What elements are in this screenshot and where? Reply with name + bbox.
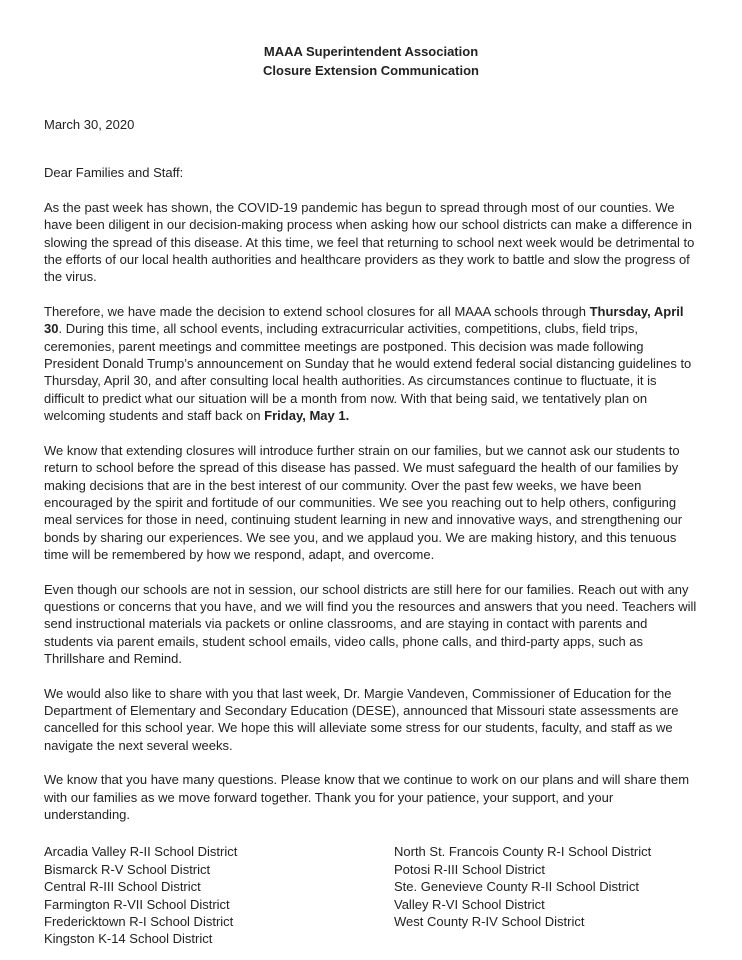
district-name: West County R-IV School District — [394, 914, 585, 930]
paragraph-2-text-b: . During this time, all school events, including extracurricular activities, competitions, clubs, field trips, ceremonies, parent meetings and committee meetings are postponed. This decision was made following President Donald Trump’s announcement on Sunday that he would extend federal social distancing guidelines to Thursday, April 30, and after consulting local health authorities. As circumstances continue to fluctuate, it is difficult to predict what our situation will be a month from now. With that being said, we tentatively plan on welcoming students and staff back on — [44, 321, 692, 424]
district-column-right — [394, 843, 698, 947]
paragraph-2 — [44, 303, 698, 425]
district-name: Valley R-VI School District — [394, 896, 545, 912]
salutation: Dear Families and Staff: — [44, 165, 184, 181]
paragraph-4: Even though our schools are not in session, our school districts are still here for our families. Reach out with any questions or concerns that you have, and we will find you the resources and answers that you need. Teachers will send instructional materials via packets or online classrooms, and are staying in contact with parents and students via parent emails, student school emails, video calls, phone calls, and third-party apps, such as Thrillshare and Remind. — [44, 581, 697, 667]
paragraph-6: We know that you have many questions. Please know that we continue to work on our plans and will share them with our families as we move forward together. Thank you for your patience, your support, and your understanding. — [44, 772, 690, 822]
header-subtitle: Closure Extension Communication — [263, 63, 479, 78]
district-name: North St. Francois County R-I School District — [394, 844, 652, 860]
district-name: Bismarck R-V School District — [44, 861, 211, 877]
paragraph-1: As the past week has shown, the COVID-19 pandemic has begun to spread through most of our counties. We have been diligent in our decision-making process when asking how our school districts can make a difference in slowing the spread of this disease. At this time, we feel that returning to school next week would be detrimental to the efforts of our local health authorities and healthcare providers as they work to battle and slow the progress of the virus. — [44, 199, 695, 285]
closure-end-date: Thursday, April 30 — [44, 303, 684, 337]
district-list — [44, 843, 698, 947]
district-name: Arcadia Valley R-II School District — [44, 844, 238, 860]
paragraph-3: We know that extending closures will introduce further strain on our families, but we cannot ask our students to return to school before the spread of this disease has passed. We must safeguard the health of our families by making decisions that are in the best interest of our community. Over the past few weeks, we have been encouraged by the spirit and fortitude of our communities. We see you reaching out to help others, configuring meal services for those in need, continuing student learning in new and innovative ways, and strengthening our bonds by sharing our experiences. We see you, and we applaud you. We are making history, and this tenuous time will be remembered by how we respond, adapt, and overcome. — [44, 442, 683, 563]
header-title: MAAA Superintendent Association — [263, 44, 479, 59]
district-name: Fredericktown R-I School District — [44, 914, 234, 930]
return-date: Friday, May 1. — [264, 408, 350, 424]
district-name: Kingston K-14 School District — [44, 931, 213, 947]
letter-date: March 30, 2020 — [44, 117, 135, 132]
paragraph-5: We would also like to share with you that last week, Dr. Margie Vandeven, Commissioner of Education for the Department of Elementary and Secondary Education (DESE), announced that Missouri state assessments are cancelled for this school year. We hope this will alleviate some stress for our students, faculty, and staff as we navigate the next several weeks. — [44, 685, 679, 753]
letter-header — [44, 42, 698, 80]
paragraph-2-text-a: Therefore, we have made the decision to extend school closures for all MAAA schools through — [44, 303, 590, 319]
district-column-left — [44, 843, 394, 947]
district-name: Farmington R-VII School District — [44, 896, 230, 912]
district-name: Ste. Genevieve County R-II School District — [394, 879, 639, 895]
district-name: Potosi R-III School District — [394, 861, 545, 877]
district-name: Central R-III School District — [44, 879, 201, 895]
